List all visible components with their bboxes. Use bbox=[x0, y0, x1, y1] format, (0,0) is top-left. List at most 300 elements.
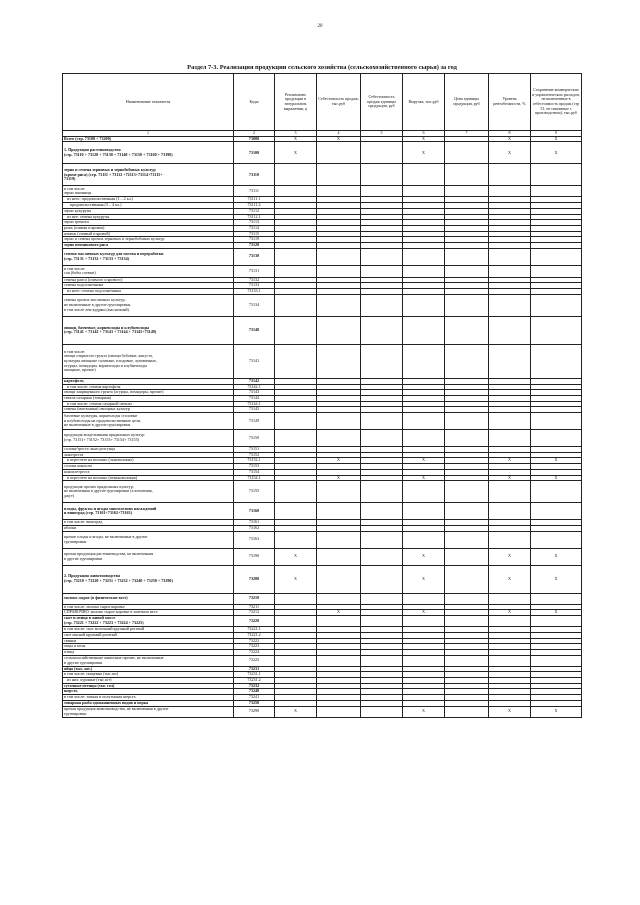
value-cell bbox=[445, 655, 489, 666]
value-cell bbox=[403, 481, 445, 503]
value-cell: X bbox=[317, 136, 361, 142]
row-code: 73119 bbox=[234, 237, 275, 243]
row-label: в том числе: виноград bbox=[63, 520, 234, 526]
row-code: 73231.1 bbox=[234, 672, 275, 678]
row-label: семена масличных культур для посева и переработки (стр. 73131 + 73132 + 73133 + 73134) bbox=[63, 248, 234, 265]
row-label: свиньи bbox=[63, 638, 234, 644]
table-row bbox=[63, 706, 582, 717]
table-row bbox=[63, 186, 582, 197]
row-code: 73224 bbox=[234, 649, 275, 655]
value-cell: X bbox=[403, 475, 445, 481]
value-cell bbox=[531, 294, 582, 316]
value-cell: X bbox=[531, 706, 582, 717]
col-header: Коды bbox=[234, 74, 275, 131]
value-cell: X bbox=[531, 136, 582, 142]
value-cell bbox=[403, 248, 445, 265]
value-cell bbox=[403, 413, 445, 430]
value-cell bbox=[317, 413, 361, 430]
row-code: 73210 bbox=[234, 593, 275, 604]
row-code: 73154 bbox=[234, 469, 275, 475]
table-row bbox=[63, 593, 582, 604]
row-code: 73190 bbox=[234, 548, 275, 565]
row-label: солома конопли bbox=[63, 464, 234, 470]
sales-table bbox=[62, 73, 582, 718]
value-cell: X bbox=[275, 548, 317, 565]
row-code: 73149 bbox=[234, 413, 275, 430]
table-body bbox=[63, 136, 582, 717]
value-cell: X bbox=[403, 142, 445, 164]
row-code: 73225 bbox=[234, 655, 275, 666]
value-cell bbox=[531, 413, 582, 430]
value-cell bbox=[361, 503, 403, 520]
value-cell bbox=[317, 344, 361, 378]
value-cell bbox=[361, 565, 403, 593]
value-cell bbox=[445, 430, 489, 447]
value-cell bbox=[275, 503, 317, 520]
value-cell: X bbox=[403, 136, 445, 142]
value-cell: X bbox=[531, 142, 582, 164]
row-label: прочая продукция животноводства, не включенная в другие группировки bbox=[63, 706, 234, 717]
value-cell bbox=[275, 616, 317, 627]
row-code: 73222 bbox=[234, 638, 275, 644]
value-cell bbox=[275, 481, 317, 503]
row-code: 73112 bbox=[234, 208, 275, 214]
section-title: Раздел 7-3. Реализация продукции сельского хозяйства (сельскохозяйственного сырья) за год bbox=[187, 64, 457, 71]
row-label: овощи, бахчевые, корнеплоды и клубнеплоды (стр. 73141 + 73142 + 73143 + 73144 + 73145+73149) bbox=[63, 316, 234, 344]
row-label: зерно и семена прочих зерновых и зернобобовых культур bbox=[63, 237, 234, 243]
value-cell bbox=[531, 481, 582, 503]
row-code: 73200 bbox=[234, 565, 275, 593]
row-label: в том числе: семена картофеля bbox=[63, 384, 234, 390]
row-label: 2. Продукция животноводства (стр. 73210 + 73220 + 73231 + 73232 + 73240 + 73250 + 73290) bbox=[63, 565, 234, 593]
value-cell bbox=[361, 706, 403, 717]
row-label: плоды, фрукты и ягоды многолетних насаждений и виноград (стр. 73161+73162+73163) bbox=[63, 503, 234, 520]
value-cell bbox=[361, 186, 403, 197]
value-cell bbox=[445, 616, 489, 627]
col-number: 1 bbox=[63, 131, 234, 137]
row-code: 73132 bbox=[234, 277, 275, 283]
value-cell bbox=[317, 655, 361, 666]
row-label: зерно венчикового риса bbox=[63, 243, 234, 249]
value-cell bbox=[361, 413, 403, 430]
col-header: Себестоимость продаж единицы продукции, руб bbox=[361, 74, 403, 131]
value-cell: X bbox=[489, 565, 531, 593]
value-cell bbox=[317, 316, 361, 344]
table-row bbox=[63, 248, 582, 265]
table-row bbox=[63, 481, 582, 503]
row-code: 73231 bbox=[234, 666, 275, 672]
value-cell bbox=[361, 142, 403, 164]
row-label: картофель bbox=[63, 378, 234, 384]
row-label: продукция прочих прядильных культур, не включенная в другие группировки (хлопчатник, джут) bbox=[63, 481, 234, 503]
value-cell bbox=[317, 248, 361, 265]
row-code: 73221.2 bbox=[234, 632, 275, 638]
table-row bbox=[63, 548, 582, 565]
row-label: зерно кукурузы bbox=[63, 208, 234, 214]
value-cell bbox=[489, 616, 531, 627]
row-code: 73290 bbox=[234, 706, 275, 717]
row-code: 73223 bbox=[234, 644, 275, 650]
value-cell: X bbox=[531, 458, 582, 464]
col-number: 3 bbox=[275, 131, 317, 137]
row-code: 73250 bbox=[234, 700, 275, 706]
value-cell bbox=[489, 593, 531, 604]
table-row bbox=[63, 616, 582, 627]
table-row bbox=[63, 430, 582, 447]
table-row bbox=[63, 503, 582, 520]
col-header: Уровень рентабельности, % bbox=[489, 74, 531, 131]
value-cell bbox=[403, 655, 445, 666]
row-code: 73143 bbox=[234, 390, 275, 396]
value-cell bbox=[275, 186, 317, 197]
row-label: коноплетреста bbox=[63, 469, 234, 475]
row-label: прочая продукция растениеводства, не включенная в другие группировки bbox=[63, 548, 234, 565]
value-cell bbox=[361, 430, 403, 447]
row-code: 73144.1 bbox=[234, 401, 275, 407]
row-label: в том числе: овощи открытого грунта (овощи бобовые, капуста, культуры овощные салатные, плодовые, луковичные, огурцы, помидоры, корнеплоды и клубнеплоды овощные, прочие) bbox=[63, 344, 234, 378]
value-cell bbox=[531, 616, 582, 627]
value-cell: X bbox=[403, 548, 445, 565]
row-code: 73141 bbox=[234, 344, 275, 378]
table-row bbox=[63, 294, 582, 316]
value-cell bbox=[403, 503, 445, 520]
value-cell bbox=[317, 548, 361, 565]
row-label: птица bbox=[63, 649, 234, 655]
row-label: скот и птица в живой массе (стр. 73221 + 73222 + 73223 + 73224 + 73225) bbox=[63, 616, 234, 627]
value-cell bbox=[317, 481, 361, 503]
row-label: свекла сахарная (товарная) bbox=[63, 395, 234, 401]
value-cell bbox=[445, 593, 489, 604]
value-cell bbox=[445, 248, 489, 265]
value-cell: X bbox=[489, 142, 531, 164]
row-label: овощи защищенного грунта (огурцы, помидоры, прочие) bbox=[63, 390, 234, 396]
row-code: 73163 bbox=[234, 531, 275, 548]
row-label: Всего (стр. 73100 + 73200) bbox=[63, 136, 234, 142]
value-cell: X bbox=[489, 458, 531, 464]
value-cell bbox=[489, 294, 531, 316]
table-row bbox=[63, 344, 582, 378]
col-number: 8 bbox=[489, 131, 531, 137]
value-cell bbox=[361, 316, 403, 344]
row-label: из нее: семена кукурузы bbox=[63, 214, 234, 220]
row-code: 73133.1 bbox=[234, 289, 275, 295]
value-cell: X bbox=[531, 475, 582, 481]
value-cell bbox=[361, 616, 403, 627]
value-cell bbox=[317, 430, 361, 447]
value-cell bbox=[445, 186, 489, 197]
value-cell bbox=[361, 248, 403, 265]
value-cell bbox=[317, 706, 361, 717]
row-code: 73155 bbox=[234, 481, 275, 503]
value-cell bbox=[403, 316, 445, 344]
row-code: 73211 bbox=[234, 604, 275, 610]
value-cell: X bbox=[403, 610, 445, 616]
row-code: 73160 bbox=[234, 503, 275, 520]
value-cell bbox=[361, 344, 403, 378]
value-cell bbox=[317, 531, 361, 548]
row-code: 73130 bbox=[234, 248, 275, 265]
value-cell bbox=[445, 413, 489, 430]
row-code: 73232 bbox=[234, 683, 275, 689]
row-code: 73112.1 bbox=[234, 214, 275, 220]
value-cell: X bbox=[531, 610, 582, 616]
col-number: 6 bbox=[403, 131, 445, 137]
row-label: 1. Продукция растениеводства (стр. 73110 + 73120 + 73130 + 73140 + 73150 + 73160 + 73190) bbox=[63, 142, 234, 164]
row-label: ячмень (озимый и яровой) bbox=[63, 231, 234, 237]
value-cell bbox=[275, 413, 317, 430]
value-cell bbox=[317, 164, 361, 186]
value-cell bbox=[489, 503, 531, 520]
page-number: 20 bbox=[317, 24, 323, 29]
value-cell bbox=[317, 616, 361, 627]
value-cell: X bbox=[275, 706, 317, 717]
value-cell: X bbox=[531, 548, 582, 565]
row-code: 73154.1 bbox=[234, 475, 275, 481]
row-label: товарная рыба одомашненных видов и нерка bbox=[63, 700, 234, 706]
row-label: шерсть bbox=[63, 689, 234, 695]
value-cell bbox=[403, 531, 445, 548]
row-code: 73111 bbox=[234, 186, 275, 197]
row-code: 73114 bbox=[234, 225, 275, 231]
value-cell bbox=[275, 655, 317, 666]
row-label: яйца (тыс. шт.) bbox=[63, 666, 234, 672]
value-cell bbox=[275, 294, 317, 316]
row-code: 73151 bbox=[234, 447, 275, 453]
value-cell bbox=[361, 548, 403, 565]
col-number: 9 bbox=[531, 131, 582, 137]
value-cell: X bbox=[275, 565, 317, 593]
value-cell bbox=[317, 565, 361, 593]
value-cell bbox=[489, 164, 531, 186]
row-label: СПРАВОЧНО: молоко сырое коровье в зачетном весе bbox=[63, 610, 234, 616]
table-row bbox=[63, 265, 582, 277]
col-header: Сохранение коммерческих и управленческих расходов, не включенные в себестоимость продаж (стр 51, не связанные с производством), тыс.руб bbox=[531, 74, 582, 131]
table-row bbox=[63, 142, 582, 164]
value-cell bbox=[531, 593, 582, 604]
value-cell bbox=[445, 344, 489, 378]
table-row bbox=[63, 531, 582, 548]
row-code: 73153 bbox=[234, 464, 275, 470]
row-code: 73120 bbox=[234, 243, 275, 249]
row-label: рожь (озимая и яровая) bbox=[63, 225, 234, 231]
value-cell bbox=[531, 186, 582, 197]
table-row bbox=[63, 413, 582, 430]
value-cell bbox=[275, 531, 317, 548]
value-cell bbox=[531, 430, 582, 447]
row-label: яблоки bbox=[63, 525, 234, 531]
row-code: 73212 bbox=[234, 610, 275, 616]
row-code: 73111.1 bbox=[234, 197, 275, 203]
value-cell bbox=[445, 565, 489, 593]
value-cell: X bbox=[317, 475, 361, 481]
value-cell bbox=[275, 344, 317, 378]
row-label: семена прочих масличных культур, не включенные в другие группировки, в том числе лен-кудряш (масличный) bbox=[63, 294, 234, 316]
value-cell bbox=[531, 248, 582, 265]
row-code: 73220 bbox=[234, 616, 275, 627]
value-cell bbox=[445, 531, 489, 548]
value-cell bbox=[489, 344, 531, 378]
value-cell bbox=[275, 265, 317, 277]
value-cell: X bbox=[489, 136, 531, 142]
row-code: 73113 bbox=[234, 220, 275, 226]
value-cell: X bbox=[531, 565, 582, 593]
row-label: в том числе: скот молочный крупный рогатый bbox=[63, 627, 234, 633]
row-label: в том числе: тонкая и полутонкая шерсть bbox=[63, 695, 234, 701]
row-label: солома/треста льна-долгунца bbox=[63, 447, 234, 453]
value-cell bbox=[489, 316, 531, 344]
value-cell bbox=[445, 316, 489, 344]
value-cell bbox=[445, 548, 489, 565]
value-cell bbox=[489, 481, 531, 503]
row-label: в том числе: молоко сырое коровье bbox=[63, 604, 234, 610]
value-cell bbox=[445, 706, 489, 717]
value-cell bbox=[361, 531, 403, 548]
value-cell bbox=[317, 186, 361, 197]
row-code: 73145 bbox=[234, 407, 275, 413]
value-cell bbox=[403, 616, 445, 627]
row-label: сельскохозяйственные животные прочие, не включенные в другие группировки bbox=[63, 655, 234, 666]
row-code: 73000 bbox=[234, 136, 275, 142]
value-cell bbox=[531, 316, 582, 344]
value-cell bbox=[445, 265, 489, 277]
value-cell bbox=[489, 655, 531, 666]
col-header: Реализовано продукции в натуральном выражении, ц bbox=[275, 74, 317, 131]
row-code: 73140 bbox=[234, 316, 275, 344]
value-cell bbox=[403, 186, 445, 197]
row-code: 73221.1 bbox=[234, 627, 275, 633]
row-label: зерно и семена зерновых и зернобобовых культур (кроме риса) (стр. 73111 + 73112 +72113+73114+73115+ 73119) bbox=[63, 164, 234, 186]
row-label: семена рапса (озимого и ярового) bbox=[63, 277, 234, 283]
row-code: 73241 bbox=[234, 695, 275, 701]
value-cell bbox=[403, 294, 445, 316]
value-cell bbox=[403, 593, 445, 604]
value-cell bbox=[531, 655, 582, 666]
row-label: из него: продовольственная (1 – 2 кл.) bbox=[63, 197, 234, 203]
value-cell bbox=[489, 430, 531, 447]
value-cell bbox=[275, 248, 317, 265]
row-label: в том числе: соя (бобы соевые) bbox=[63, 265, 234, 277]
col-header: Себестоимость продаж, тыс.руб bbox=[317, 74, 361, 131]
value-cell bbox=[317, 294, 361, 316]
row-label: продовольственная (3 – 4 кл.) bbox=[63, 203, 234, 209]
row-label: прочие плоды и ягоды, не включенные в другие группировки bbox=[63, 531, 234, 548]
value-cell bbox=[445, 503, 489, 520]
value-cell bbox=[531, 344, 582, 378]
row-label: в пересчете на волокно (пеньковолокно) bbox=[63, 475, 234, 481]
value-cell: X bbox=[489, 610, 531, 616]
row-code: 73131 bbox=[234, 265, 275, 277]
row-label: бахчевые культуры, корнеплоды столовые и клубнеплоды на продовольственные цели, не включенные в другие группировки bbox=[63, 413, 234, 430]
row-label: семена (маточники) овощных культур bbox=[63, 407, 234, 413]
row-label: льнотреста bbox=[63, 452, 234, 458]
value-cell bbox=[531, 164, 582, 186]
row-label: в том числе: пищевые (тыс.шт) bbox=[63, 672, 234, 678]
value-cell bbox=[445, 142, 489, 164]
value-cell bbox=[317, 593, 361, 604]
row-label: молоко сырое (в физическом весе) bbox=[63, 593, 234, 604]
value-cell bbox=[489, 413, 531, 430]
value-cell bbox=[403, 164, 445, 186]
value-cell bbox=[361, 655, 403, 666]
row-label: в том числе: зерно пшеницы bbox=[63, 186, 234, 197]
value-cell bbox=[275, 593, 317, 604]
value-cell bbox=[489, 265, 531, 277]
col-header: Цена единицы продукции, руб bbox=[445, 74, 489, 131]
value-cell bbox=[403, 430, 445, 447]
row-label: овцы и козы bbox=[63, 644, 234, 650]
value-cell: X bbox=[317, 458, 361, 464]
value-cell bbox=[361, 164, 403, 186]
value-cell bbox=[317, 265, 361, 277]
value-cell: X bbox=[489, 475, 531, 481]
value-cell: X bbox=[489, 706, 531, 717]
value-cell bbox=[361, 265, 403, 277]
value-cell: X bbox=[403, 565, 445, 593]
value-cell bbox=[445, 481, 489, 503]
value-cell: X bbox=[489, 548, 531, 565]
value-cell bbox=[361, 481, 403, 503]
value-cell bbox=[275, 430, 317, 447]
row-label: из него: семена подсолнечника bbox=[63, 289, 234, 295]
value-cell bbox=[531, 531, 582, 548]
value-cell bbox=[445, 294, 489, 316]
value-cell bbox=[361, 593, 403, 604]
row-code: 73111.2 bbox=[234, 203, 275, 209]
col-number: 2 bbox=[234, 131, 275, 137]
row-label: зерно гречихи bbox=[63, 220, 234, 226]
row-code: 73134 bbox=[234, 294, 275, 316]
table-row bbox=[63, 316, 582, 344]
row-code: 73110 bbox=[234, 164, 275, 186]
row-label: в том числе: семена сахарной свеклы bbox=[63, 401, 234, 407]
value-cell bbox=[531, 503, 582, 520]
row-code: 73150 bbox=[234, 430, 275, 447]
table-row bbox=[63, 164, 582, 186]
row-code: 73100 bbox=[234, 142, 275, 164]
row-code: 73161 bbox=[234, 520, 275, 526]
table-row bbox=[63, 565, 582, 593]
value-cell bbox=[317, 503, 361, 520]
row-code: 73133 bbox=[234, 283, 275, 289]
value-cell: X bbox=[317, 610, 361, 616]
row-label: продукция возделывания прядильных культур (стр. 73151+ 73152+ 73153+ 73154+ 73155) bbox=[63, 430, 234, 447]
row-label: скот мясной крупный рогатый bbox=[63, 632, 234, 638]
row-code: 73231.2 bbox=[234, 678, 275, 684]
row-code: 73115 bbox=[234, 231, 275, 237]
value-cell bbox=[275, 316, 317, 344]
value-cell bbox=[403, 265, 445, 277]
row-code: 73162 bbox=[234, 525, 275, 531]
value-cell bbox=[489, 531, 531, 548]
value-cell bbox=[403, 344, 445, 378]
col-number: 4 bbox=[317, 131, 361, 137]
row-label: из них: куриные (тыс.шт) bbox=[63, 678, 234, 684]
row-code: 73152 bbox=[234, 452, 275, 458]
header-row bbox=[63, 74, 582, 131]
col-number: 5 bbox=[361, 131, 403, 137]
row-label: семена подсолнечника bbox=[63, 283, 234, 289]
col-header: Выручка, тыс.руб bbox=[403, 74, 445, 131]
value-cell: X bbox=[275, 142, 317, 164]
row-code: 73240 bbox=[234, 689, 275, 695]
col-header: Наименование показателя bbox=[63, 74, 234, 131]
value-cell: X bbox=[403, 458, 445, 464]
row-code: 73152.1 bbox=[234, 458, 275, 464]
value-cell: X bbox=[403, 706, 445, 717]
value-cell bbox=[275, 164, 317, 186]
value-cell bbox=[489, 248, 531, 265]
row-label: суточные птенцы (тыс гол) bbox=[63, 683, 234, 689]
